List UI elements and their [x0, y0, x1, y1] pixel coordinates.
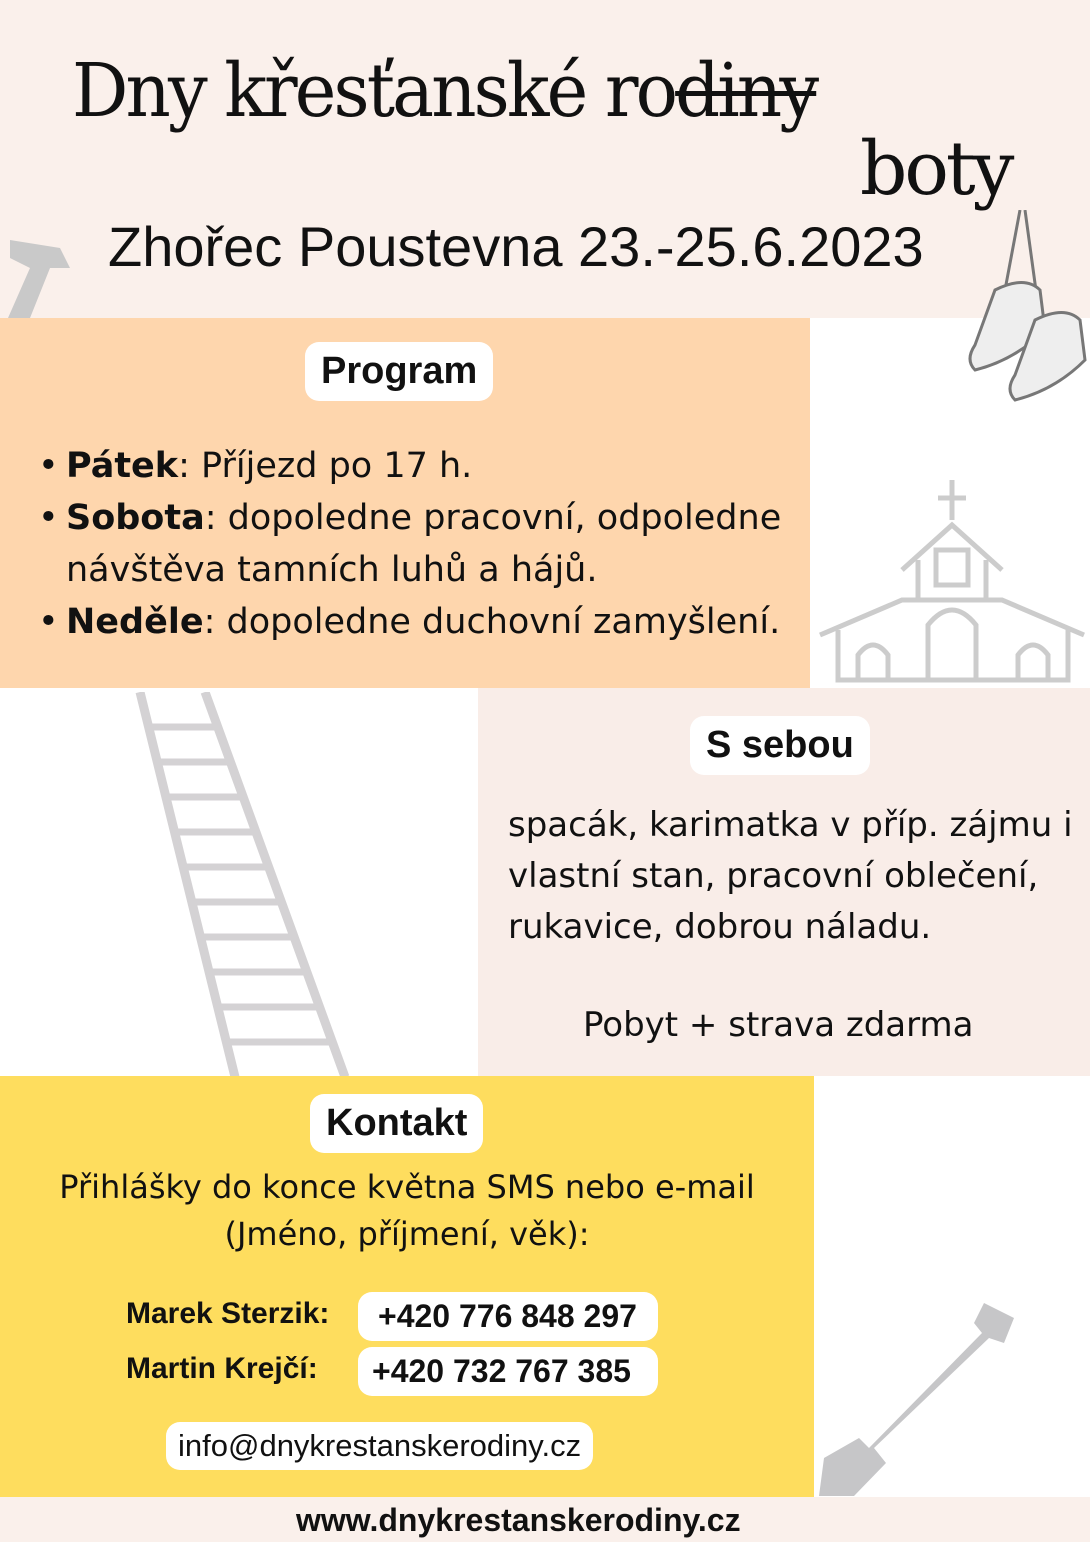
program-heading: Program	[305, 342, 493, 401]
title-struck-text: diny	[675, 48, 817, 134]
day-text: : Příjezd po 17 h.	[178, 446, 473, 486]
kontakt-line1: Přihlášky do konce května SMS nebo e-mail	[59, 1168, 755, 1206]
contact-name: Martin Krejčí:	[126, 1352, 318, 1385]
email-link[interactable]: info@dnykrestanskerodiny.cz	[166, 1422, 593, 1470]
ladder-icon	[135, 692, 350, 1077]
title-replacement: boty	[860, 126, 1012, 212]
sebou-note: Pobyt + strava zdarma	[583, 1005, 974, 1045]
list-item	[38, 596, 798, 648]
title	[72, 48, 816, 134]
day-text: : dopoledne duchovní zamyšlení.	[203, 602, 781, 642]
church-icon	[818, 480, 1086, 685]
kontakt-heading: Kontakt	[310, 1094, 483, 1153]
sebou-heading: S sebou	[690, 716, 870, 775]
sebou-text: spacák, karimatka v příp. zájmu i vlastní stan, pracovní oblečení, rukavice, dobrou náladu.	[508, 805, 1073, 947]
hammer-icon	[0, 228, 90, 318]
kontakt-line2: (Jméno, příjmení, věk):	[224, 1215, 590, 1253]
day-label: Pátek	[66, 446, 179, 486]
subtitle: Zhořec Poustevna 23.-25.6.2023	[108, 215, 924, 278]
title-text: Dny křesťanské ro	[72, 48, 676, 134]
day-text: : dopoledne pracovní, odpoledne návštěva tamních luhů a hájů.	[66, 498, 782, 590]
contact-phone[interactable]: +420 776 848 297	[358, 1292, 658, 1341]
contact-phone[interactable]: +420 732 767 385	[358, 1347, 658, 1396]
list-item	[38, 440, 798, 492]
shoes-icon	[965, 210, 1090, 440]
website-link[interactable]: www.dnykrestanskerodiny.cz	[296, 1502, 741, 1538]
program-list	[38, 440, 798, 648]
shovel-icon	[814, 1298, 1019, 1498]
list-item	[38, 492, 798, 596]
day-label: Sobota	[66, 498, 205, 538]
contact-name: Marek Sterzik:	[126, 1297, 330, 1330]
day-label: Neděle	[66, 602, 204, 642]
